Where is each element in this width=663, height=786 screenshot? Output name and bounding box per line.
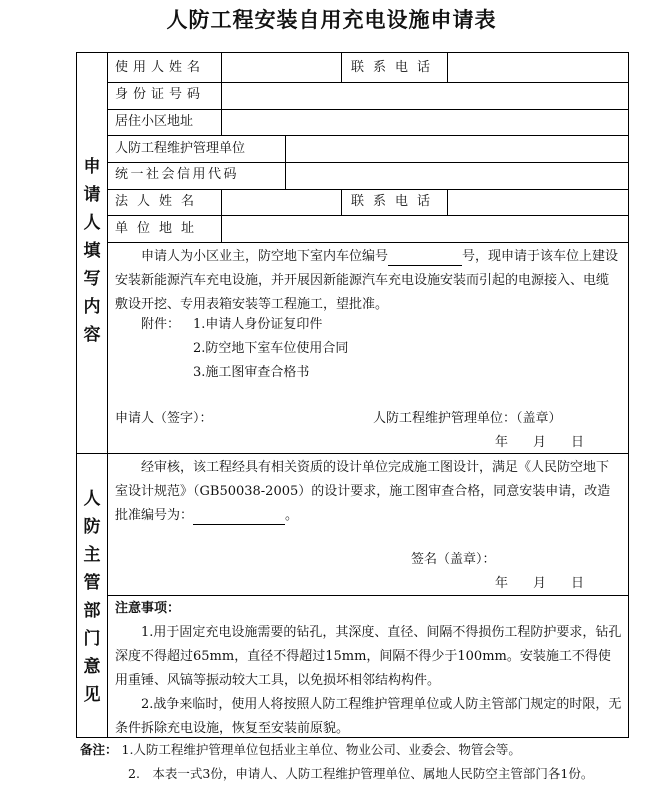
form-title: 人防工程安装自用充电设施申请表 [166, 8, 497, 32]
authority-date: 年 月 日 [495, 576, 591, 591]
row-line [107, 242, 629, 243]
attachment-item: 1.申请人身份证复印件 [193, 317, 323, 332]
note-2: 2.战争来临时，使用人将按照人防工程维护管理单位或人防主管部门规定的时限，无条件拆除充电设施，恢复至安装前原貌。 [115, 697, 622, 736]
maintenance-unit-label: 人防工程维护管理单位 [115, 141, 246, 156]
contact-phone-2-label: 联系电话 [351, 194, 440, 209]
application-form [76, 52, 629, 738]
cell-divider [285, 135, 286, 189]
cell-divider [221, 189, 222, 242]
row-line [107, 135, 629, 136]
side-char: 写 [83, 269, 101, 289]
attachments-label: 附件： [141, 317, 181, 332]
remark-row [80, 738, 593, 762]
side-char: 申 [83, 157, 101, 177]
attachment-item: 2.防空地下室车位使用合同 [193, 341, 349, 356]
side-char: 主 [83, 545, 101, 565]
unit-address-label: 单位地址 [115, 221, 204, 236]
cell-divider [221, 53, 222, 135]
application-statement [115, 245, 621, 317]
review-statement [115, 456, 621, 528]
side-char: 人 [83, 489, 101, 509]
application-text-2: 号，现申请于该车位上建设安装新能源汽车充电设施，并开展因新能源汽车充电设施安装而引起的电源接入、电缆敷设开挖、专用表箱安装等工程施工，望批准。 [115, 249, 619, 312]
side-char: 人 [83, 213, 101, 233]
row-line [107, 109, 629, 110]
parking-space-number-blank[interactable] [388, 249, 462, 266]
authority-signature-label: 签名（盖章）： [411, 552, 496, 567]
section-divider [77, 453, 629, 454]
footer-remarks [80, 738, 593, 786]
side-char: 见 [83, 685, 101, 705]
row-line [107, 189, 629, 190]
side-char: 管 [83, 573, 101, 593]
approval-number-blank[interactable] [193, 508, 285, 525]
residence-label: 居住小区地址 [115, 114, 194, 129]
side-char: 防 [83, 517, 101, 537]
row-line [107, 215, 629, 216]
side-char: 填 [83, 241, 101, 261]
applicant-signature-label: 申请人（签字）： [115, 411, 213, 426]
legal-person-label: 法人姓名 [115, 194, 204, 209]
notes-divider [107, 595, 629, 596]
id-number-label: 身份证号码 [115, 87, 206, 102]
attachment-item: 3.施工图审查合格书 [193, 365, 310, 380]
unit-seal-label: 人防工程维护管理单位：（盖章） [373, 411, 562, 426]
side-char: 门 [83, 629, 101, 649]
side-char: 内 [83, 297, 101, 317]
row-line [107, 82, 629, 83]
review-text: 经审核，该工程经具有相关资质的设计单位完成施工图设计，满足《人民防空地下室设计规范》（GB50038-2005）的设计要求，施工图审查合格，同意安装申请，改造批准编号为： [115, 460, 611, 523]
remark-row [80, 762, 593, 786]
contact-phone-label: 联系电话 [351, 60, 440, 75]
authority-side-label [77, 485, 107, 709]
side-char: 请 [83, 185, 101, 205]
user-name-label: 使用人姓名 [115, 60, 206, 75]
side-char: 意 [83, 657, 101, 677]
cell-divider [341, 189, 342, 216]
cell-divider [447, 53, 448, 82]
review-text-end: 。 [285, 508, 299, 523]
cell-divider [447, 189, 448, 216]
side-char: 部 [83, 601, 101, 621]
note-1: 1.用于固定充电设施需要的钻孔，其深度、直径、间隔不得损伤工程防护要求，钻孔深度不得超过65mm，直径不得超过15mm，间隔不得少于100mm。安装施工不得使用重锤、风镐等振动较大工具，以免损坏相邻结构构件。 [115, 625, 622, 688]
remark-1: 1.人防工程维护管理单位包括业主单位、物业公司、业委会、物管会等。 [121, 742, 521, 757]
applicant-side-label [77, 153, 107, 349]
side-column-divider [107, 53, 108, 737]
credit-code-label: 统一社会信用代码 [115, 167, 240, 182]
notes-title: 注意事项： [115, 601, 181, 616]
side-char: 容 [83, 325, 101, 345]
row-line [107, 162, 629, 163]
remark-2: 2. 本表一式3份，申请人、人防工程维护管理单位、属地人民防空主管部门各1份。 [128, 766, 594, 781]
applicant-date: 年 月 日 [495, 435, 591, 450]
cell-divider [341, 53, 342, 82]
remarks-label: 备注： [80, 742, 118, 757]
application-text-1: 申请人为小区业主，防空地下室内车位编号 [141, 249, 389, 264]
